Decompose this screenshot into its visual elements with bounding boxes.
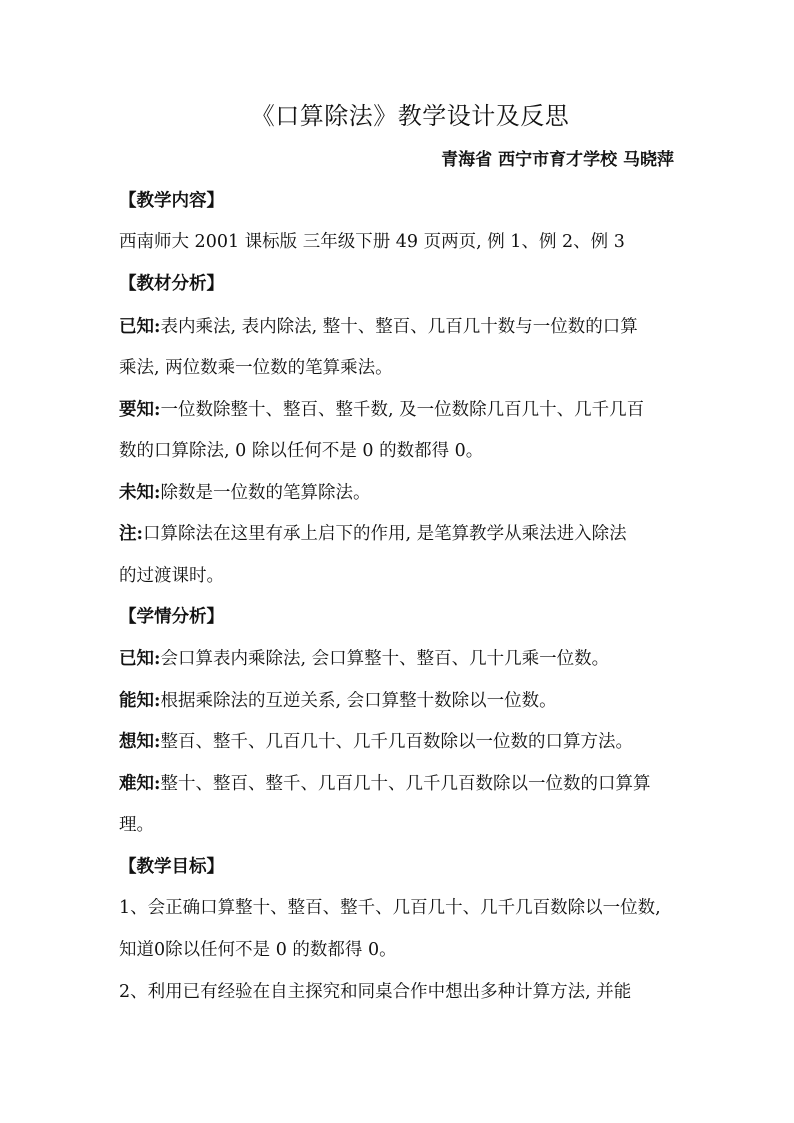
students-known-text: 会口算表内乘除法, 会口算整十、整百、几十几乘一位数。 <box>160 649 610 669</box>
analysis-known-text: 表内乘法, 表内除法, 整十、整百、几百几十数与一位数的口算 <box>160 317 638 337</box>
students-can-line <box>119 689 679 713</box>
goal-1-line: 1、会正确口算整十、整百、整千、几百几十、几千几百数除以一位数, <box>119 898 661 918</box>
analysis-note-line <box>119 522 679 546</box>
students-think-line <box>119 730 679 754</box>
students-can-text: 根据乘除法的互逆关系, 会口算整十数除以一位数。 <box>160 691 557 711</box>
analysis-need-text: 一位数除整十、整百、整千数, 及一位数除几百几十、几千几百 <box>160 400 645 420</box>
students-hard-line-2: 理。 <box>119 815 154 835</box>
section-heading-goals: 【教学目标】 <box>119 857 224 877</box>
students-think-label: 想知: <box>119 732 161 752</box>
students-known-label: 已知: <box>119 649 161 669</box>
analysis-note-label: 注: <box>119 524 143 544</box>
analysis-known-line <box>119 315 679 339</box>
content-text: 西南师大 2001 课标版 三年级下册 49 页两页, 例 1、例 2、例 3 <box>119 232 625 252</box>
students-think-text: 整百、整千、几百几十、几千几百数除以一位数的口算方法。 <box>160 732 633 752</box>
analysis-need-line-2: 数的口算除法, 0 除以任何不是 0 的数都得 0。 <box>119 441 484 461</box>
students-known-line <box>119 647 679 671</box>
analysis-known-line-2: 乘法, 两位数乘一位数的笔算乘法。 <box>119 358 393 378</box>
students-hard-text: 整十、整百、整千、几百几十、几千几百数除以一位数的口算算 <box>160 774 651 794</box>
analysis-need-label: 要知: <box>119 400 161 420</box>
students-can-label: 能知: <box>119 691 161 711</box>
goal-2-line: 2、利用已有经验在自主探究和同桌合作中想出多种计算方法, 并能 <box>119 982 632 1002</box>
students-hard-label: 难知: <box>119 774 161 794</box>
analysis-unknown-label: 未知: <box>119 483 161 503</box>
section-heading-students: 【学情分析】 <box>119 607 224 627</box>
document-title: 《口算除法》教学设计及反思 <box>250 102 570 130</box>
students-hard-line <box>119 772 679 796</box>
analysis-unknown-line <box>119 481 679 505</box>
document-author: 青海省 西宁市育才学校 马晓萍 <box>441 150 674 170</box>
analysis-unknown-text: 除数是一位数的笔算除法。 <box>160 483 371 503</box>
analysis-note-text: 口算除法在这里有承上启下的作用, 是笔算教学从乘法进入除法 <box>142 524 627 544</box>
section-heading-content: 【教学内容】 <box>119 191 224 211</box>
goal-1-line-2: 知道0除以任何不是 0 的数都得 0。 <box>119 940 397 960</box>
analysis-note-line-2: 的过渡课时。 <box>119 566 224 586</box>
analysis-known-label: 已知: <box>119 317 161 337</box>
analysis-need-line <box>119 398 679 422</box>
section-heading-analysis: 【教材分析】 <box>119 274 224 294</box>
